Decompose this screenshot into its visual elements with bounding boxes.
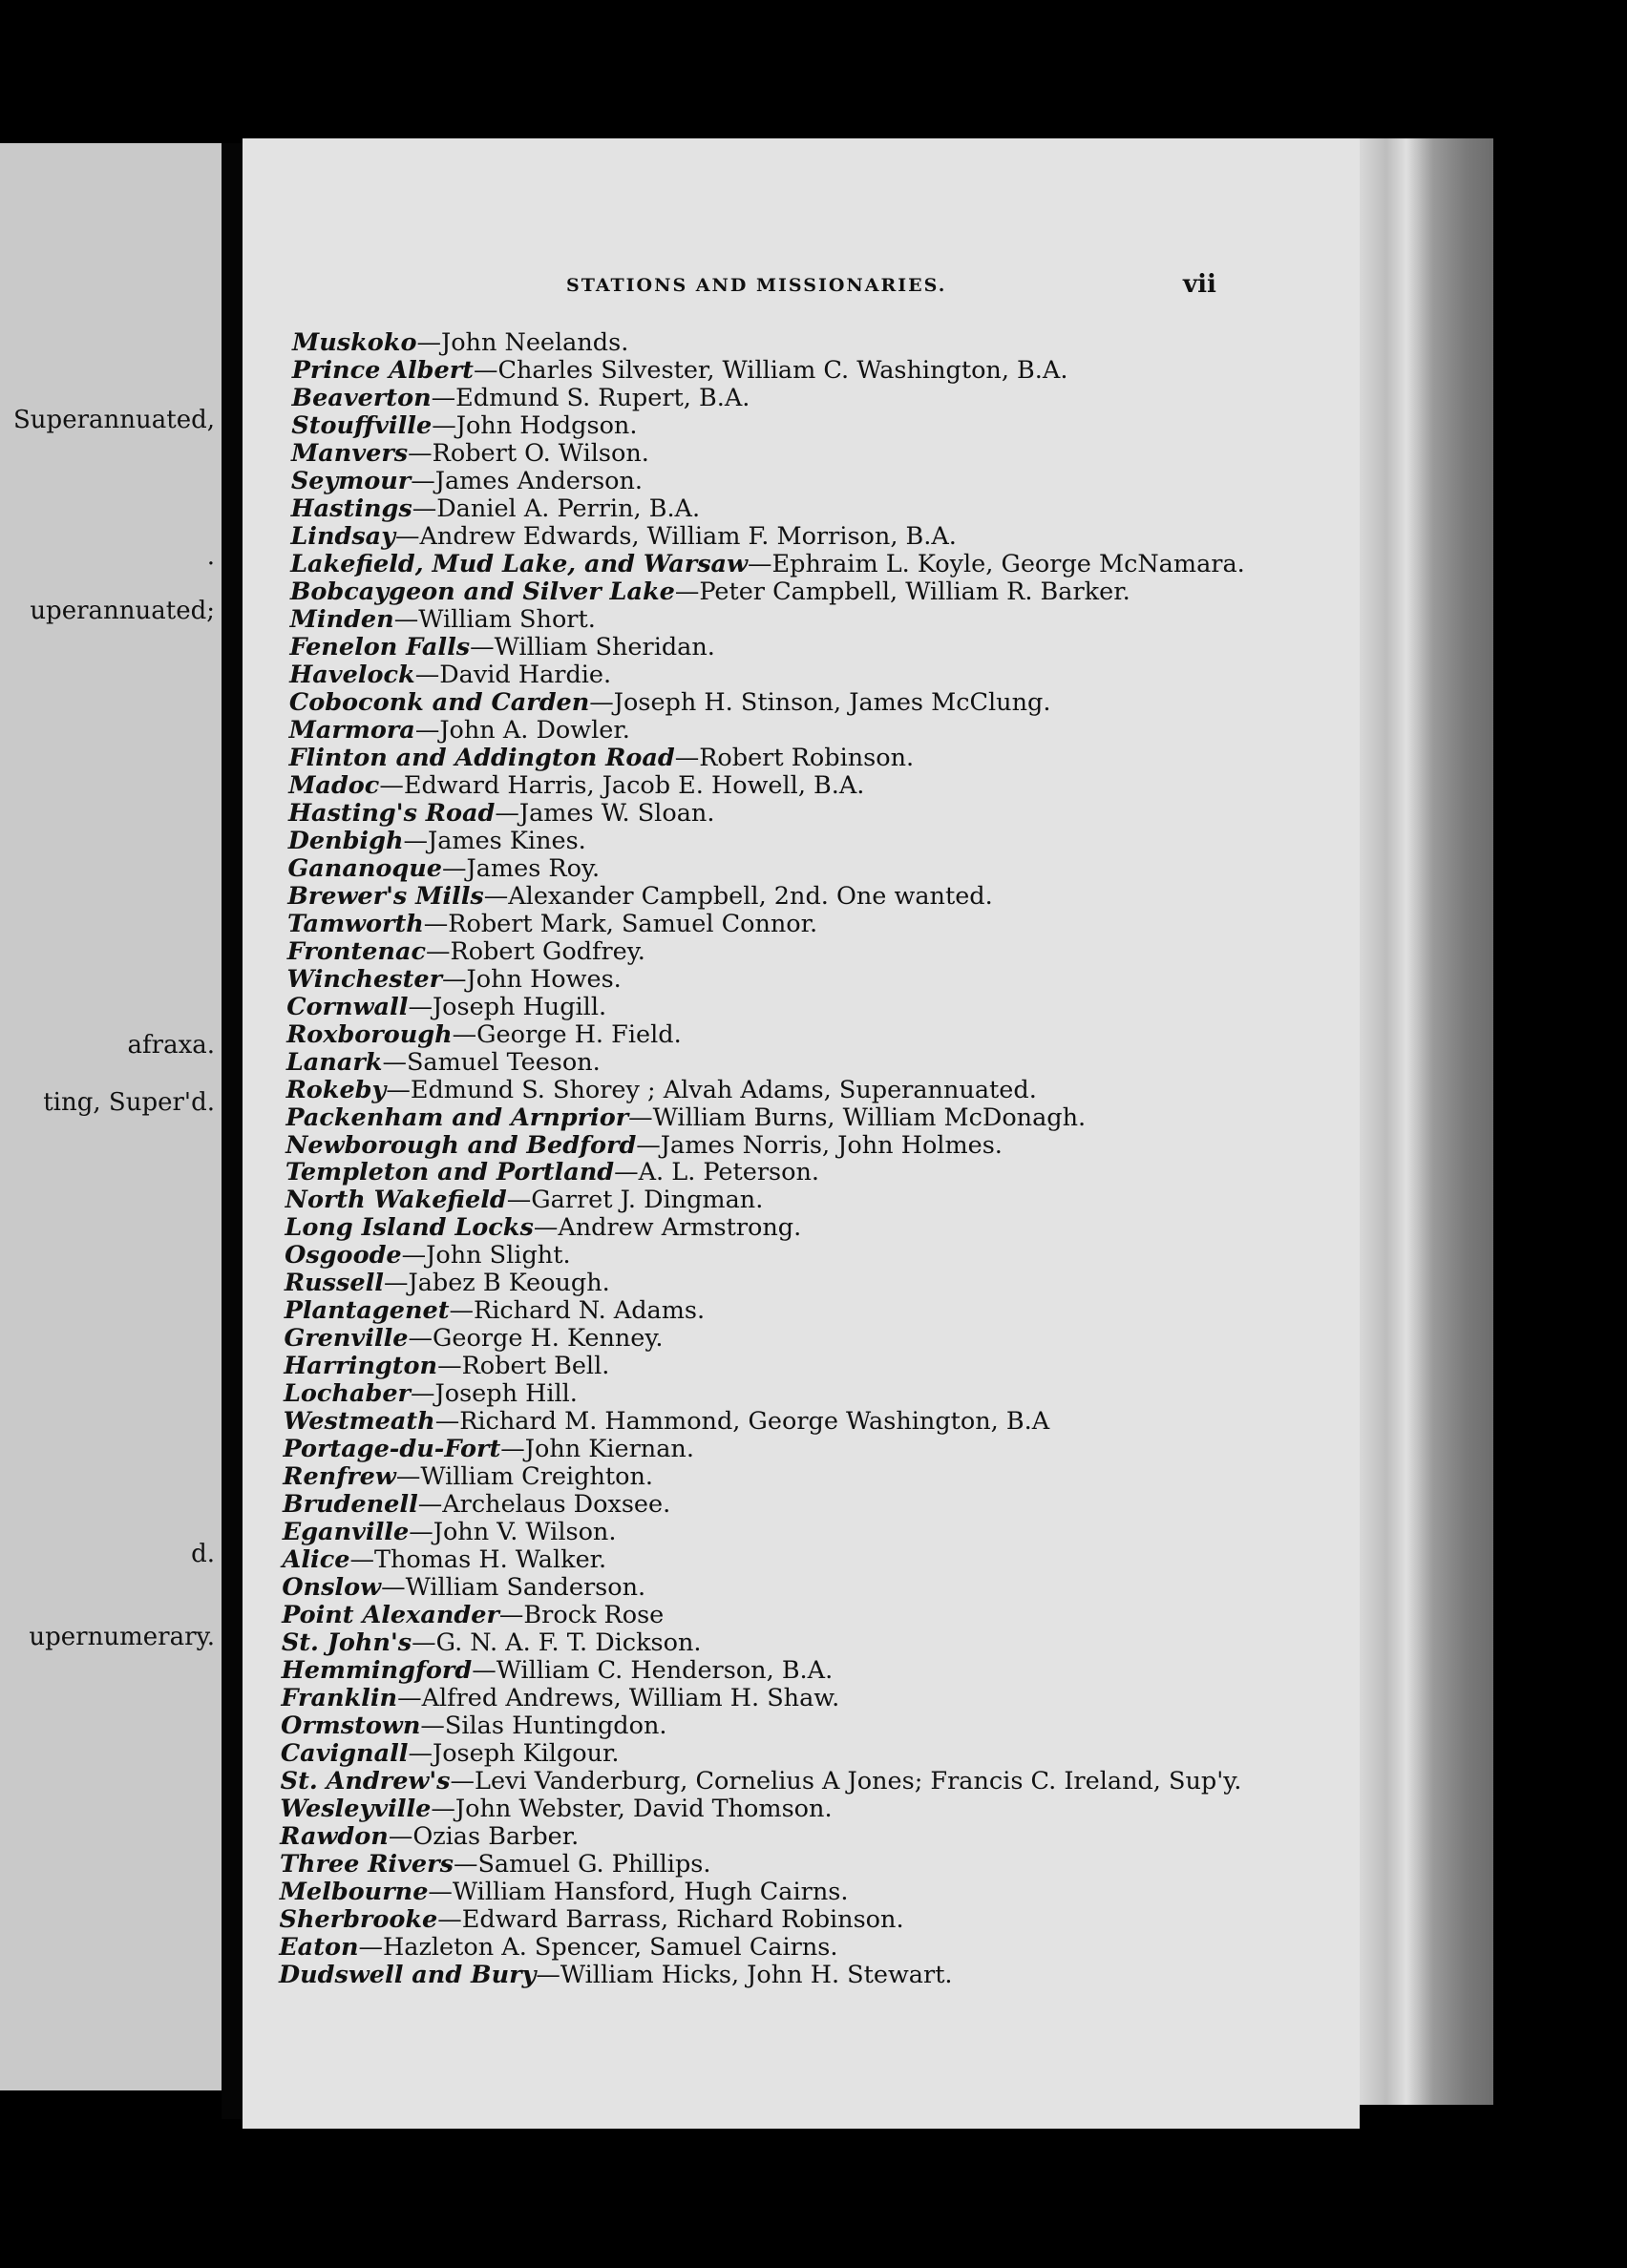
missionary-names: James W. Sloan. <box>518 798 715 828</box>
station-entry <box>280 1879 849 1906</box>
missionary-names: Samuel Teeson. <box>406 1047 601 1077</box>
em-dash: — <box>748 549 772 578</box>
station-name: Seymour <box>290 466 412 495</box>
station-name: Brudenell <box>283 1490 418 1520</box>
em-dash: — <box>411 1379 435 1409</box>
station-entry <box>281 1768 1242 1796</box>
em-dash: — <box>408 992 433 1021</box>
station-name: St. Andrew's <box>280 1767 451 1796</box>
station-name: Onslow <box>282 1573 382 1603</box>
station-name: Franklin <box>281 1684 398 1713</box>
em-dash: — <box>395 1462 421 1492</box>
missionary-names: John V. Wilson. <box>433 1518 617 1547</box>
em-dash: — <box>628 1102 653 1132</box>
station-name: Plantagenet <box>284 1296 450 1326</box>
left-page-fragment: ting, Super'd. <box>43 1088 215 1117</box>
station-entry <box>279 1962 953 1989</box>
em-dash: — <box>614 1158 639 1187</box>
station-name: Russell <box>284 1269 384 1298</box>
station-entry <box>285 1159 819 1186</box>
station-entry <box>288 828 586 855</box>
missionary-names: Daniel A. Perrin, B.A. <box>436 494 701 523</box>
station-entry <box>286 1077 1037 1104</box>
em-dash: — <box>426 936 451 966</box>
em-dash: — <box>432 410 456 440</box>
station-name: Eganville <box>282 1518 410 1547</box>
em-dash: — <box>442 964 467 994</box>
missionary-names: James Roy. <box>466 853 601 883</box>
missionary-names: William Creighton. <box>420 1462 654 1492</box>
station-name: Sherbrooke <box>279 1905 438 1935</box>
station-name: Flinton and Addington Road <box>288 743 675 772</box>
missionary-names: Silas Huntingdon. <box>444 1712 667 1741</box>
station-name: Marmora <box>288 715 415 745</box>
station-name: Rawdon <box>280 1822 389 1852</box>
station-name: Minden <box>289 604 394 634</box>
missionary-names: William C. Henderson, B.A. <box>496 1656 834 1686</box>
em-dash: — <box>674 743 700 772</box>
missionary-names: James Anderson. <box>434 466 644 495</box>
station-name: Three Rivers <box>279 1850 454 1880</box>
em-dash: — <box>401 1241 427 1270</box>
em-dash: — <box>414 715 440 745</box>
em-dash: — <box>452 1019 477 1049</box>
left-page-fragment: upernumerary. <box>29 1623 215 1651</box>
missionary-names: Joseph Hill. <box>434 1379 578 1409</box>
station-name: Westmeath <box>283 1407 435 1437</box>
station-entry <box>283 1491 670 1519</box>
station-entry <box>282 1602 664 1629</box>
missionary-names: William Short. <box>418 604 596 634</box>
missionary-names: Ephraim L. Koyle, George McNamara. <box>771 549 1245 578</box>
station-name: Lochaber <box>283 1379 411 1409</box>
em-dash: — <box>453 1850 478 1880</box>
station-entry <box>285 1214 801 1242</box>
missionary-names: Jabez B Keough. <box>408 1269 610 1298</box>
station-entry <box>288 800 714 828</box>
station-name: Hasting's Road <box>287 798 496 828</box>
em-dash: — <box>450 1767 475 1796</box>
left-page-fragment: d. <box>191 1540 215 1568</box>
em-dash: — <box>506 1186 532 1215</box>
station-entry <box>285 1132 1003 1160</box>
station-name: Wesleyville <box>280 1795 432 1824</box>
missionary-names: Brock Rose <box>523 1601 665 1630</box>
missionary-names: Robert Robinson. <box>699 743 915 772</box>
missionary-names: John Neelands. <box>440 328 629 357</box>
station-entry <box>284 1436 694 1463</box>
missionary-names: Robert Mark, Samuel Connor. <box>448 909 818 938</box>
missionary-names: Thomas H. Walker. <box>373 1545 607 1575</box>
missionary-names: George H. Field. <box>476 1019 682 1049</box>
em-dash: — <box>397 1684 422 1713</box>
missionary-names: John Webster, David Thomson. <box>454 1795 833 1824</box>
em-dash: — <box>437 1352 462 1381</box>
em-dash: — <box>495 798 519 828</box>
station-name: Roxborough <box>286 1019 453 1049</box>
em-dash: — <box>408 1739 433 1769</box>
station-name: Templeton and Portland <box>285 1158 615 1187</box>
em-dash: — <box>414 660 440 689</box>
missionary-names: David Hardie. <box>439 660 612 689</box>
station-name: Harrington <box>284 1352 438 1381</box>
em-dash: — <box>381 1573 406 1603</box>
em-dash: — <box>536 1961 560 1989</box>
em-dash: — <box>416 328 441 357</box>
station-entry <box>290 523 957 551</box>
station-entry <box>280 1796 832 1823</box>
station-name: Ormstown <box>281 1712 421 1741</box>
station-name: Coboconk and Carden <box>288 687 590 717</box>
station-entry <box>287 938 645 966</box>
missionary-names: Charles Silvester, William C. Washington, B.A. <box>497 355 1068 385</box>
em-dash: — <box>408 438 433 468</box>
em-dash: — <box>533 1213 559 1243</box>
station-name: Cornwall <box>286 992 409 1021</box>
missionary-names: Garret J. Dingman. <box>531 1186 764 1215</box>
station-name: Prince Albert <box>291 355 474 385</box>
book-spine <box>222 143 243 2119</box>
missionary-names: Peter Campbell, William R. Barker. <box>699 577 1130 606</box>
station-name: Brewer's Mills <box>287 881 484 911</box>
em-dash: — <box>411 466 435 495</box>
missionary-names: William Hansford, Hugh Cairns. <box>452 1878 849 1907</box>
missionary-names: William Burns, William McDonagh. <box>652 1102 1087 1132</box>
station-entry <box>289 717 630 745</box>
station-entry <box>292 385 750 412</box>
em-dash: — <box>403 826 428 855</box>
em-dash: — <box>383 1269 409 1298</box>
station-name: Muskoko <box>292 328 417 357</box>
missionary-names: John Kiernan. <box>524 1435 694 1464</box>
missionary-names: John Hodgson. <box>455 410 638 440</box>
em-dash: — <box>408 1324 433 1354</box>
station-entry <box>291 495 701 523</box>
station-entry <box>292 329 628 357</box>
station-entry <box>291 412 637 440</box>
em-dash: — <box>434 1407 460 1437</box>
station-entry <box>287 855 600 883</box>
missionary-names: Edward Harris, Jacob E. Howell, B.A. <box>403 770 865 800</box>
station-entry <box>289 662 611 689</box>
station-entry <box>290 606 596 634</box>
left-page-fragment: Superannuated, <box>13 406 215 434</box>
station-entry <box>279 1906 903 1934</box>
station-name: Lakefield, Mud Lake, and Warsaw <box>290 549 749 578</box>
station-name: Long Island Locks <box>285 1213 534 1243</box>
station-name: Melbourne <box>279 1878 429 1907</box>
em-dash: — <box>382 1047 407 1077</box>
page-edges <box>1360 138 1493 2105</box>
station-entry <box>290 551 1245 578</box>
missionary-names: William Sanderson. <box>405 1573 646 1603</box>
station-entry <box>280 1823 579 1851</box>
missionary-names: Richard M. Hammond, George Washington, B.A <box>459 1407 1050 1437</box>
em-dash: — <box>449 1296 475 1326</box>
station-name: Fenelon Falls <box>289 632 471 662</box>
missionary-names: Andrew Edwards, William F. Morrison, B.A. <box>419 521 957 551</box>
missionary-names: Robert Godfrey. <box>450 936 645 966</box>
station-name: Denbigh <box>287 826 404 855</box>
station-entry <box>279 1934 837 1962</box>
station-name: Packenham and Arnprior <box>285 1102 629 1132</box>
em-dash: — <box>428 1878 453 1907</box>
station-entry <box>281 1712 666 1740</box>
missionary-names: William Hicks, John H. Stewart. <box>560 1961 953 1989</box>
missionary-names: Alfred Andrews, William H. Shaw. <box>421 1684 840 1713</box>
station-entry <box>284 1408 1049 1436</box>
missionary-names: Edmund S. Shorey ; Alvah Adams, Superannuated. <box>410 1075 1037 1104</box>
missionary-names: G. N. A. F. T. Dickson. <box>435 1628 702 1658</box>
missionary-names: A. L. Peterson. <box>638 1158 820 1187</box>
missionary-names: Joseph Hugill. <box>432 992 607 1021</box>
station-name: Grenville <box>284 1324 409 1354</box>
station-entry <box>280 1851 711 1879</box>
em-dash: — <box>395 521 420 551</box>
station-name: Stouffville <box>291 410 433 440</box>
station-name: Tamworth <box>287 909 424 938</box>
station-entry <box>288 772 864 800</box>
missionary-names: Archelaus Doxsee. <box>442 1490 671 1520</box>
em-dash: — <box>431 383 456 412</box>
missionary-names: Edward Barrass, Richard Robinson. <box>461 1905 904 1935</box>
missionary-names: Alexander Campbell, 2nd. One wanted. <box>508 881 993 911</box>
station-name: Winchester <box>286 964 443 994</box>
station-name: Bobcaygeon and Silver Lake <box>289 577 675 606</box>
em-dash: — <box>409 1518 433 1547</box>
station-name: Havelock <box>289 660 415 689</box>
missionary-names: John A. Dowler. <box>439 715 630 745</box>
missionary-names: James Norris, John Holmes. <box>660 1130 1003 1160</box>
em-dash: — <box>500 1435 525 1464</box>
missionary-names: Samuel G. Phillips. <box>477 1850 711 1880</box>
em-dash: — <box>470 632 495 662</box>
missionary-names: William Sheridan. <box>494 632 715 662</box>
station-name: Point Alexander <box>282 1601 499 1630</box>
em-dash: — <box>674 577 700 606</box>
station-name: Lanark <box>285 1047 383 1077</box>
station-name: Hastings <box>290 494 412 523</box>
missionary-names: Richard N. Adams. <box>474 1296 706 1326</box>
station-entry <box>289 689 1051 717</box>
station-entry <box>283 1546 607 1574</box>
em-dash: — <box>423 909 449 938</box>
station-entry <box>287 966 622 994</box>
left-page-fragment: uperannuated; <box>30 597 215 625</box>
station-entry <box>286 1049 601 1077</box>
missionary-names: Edmund S. Rupert, B.A. <box>455 383 750 412</box>
em-dash: — <box>412 494 437 523</box>
em-dash: — <box>388 1822 413 1852</box>
station-entry <box>282 1574 645 1602</box>
station-name: Hemmingford <box>281 1656 473 1686</box>
em-dash: — <box>442 853 467 883</box>
station-name: St. John's <box>281 1628 412 1658</box>
missionary-names: George H. Kenney. <box>433 1324 664 1354</box>
left-page <box>0 143 222 2090</box>
em-dash: — <box>431 1795 455 1824</box>
running-head: STATIONS AND MISSIONARIES. <box>566 275 947 296</box>
station-entry <box>290 578 1130 606</box>
station-entry <box>285 1270 610 1297</box>
station-entry <box>282 1657 834 1685</box>
em-dash: — <box>483 881 509 911</box>
em-dash: — <box>358 1933 384 1963</box>
station-name: Portage-du-Fort <box>283 1435 501 1464</box>
em-dash: — <box>393 604 419 634</box>
missionary-names: John Slight. <box>426 1241 571 1270</box>
station-entry <box>289 634 715 662</box>
em-dash: — <box>349 1545 374 1575</box>
em-dash: — <box>420 1712 445 1741</box>
station-name: Rokeby <box>285 1075 387 1104</box>
missionary-names: Andrew Armstrong. <box>558 1213 802 1243</box>
left-page-fragment: afraxa. <box>127 1031 215 1060</box>
station-name: Osgoode <box>285 1241 402 1270</box>
station-name: North Wakefield <box>285 1186 507 1215</box>
station-entry <box>287 883 992 911</box>
missionary-names: Levi Vanderburg, Cornelius A Jones; Francis C. Ireland, Sup'y. <box>475 1767 1242 1796</box>
station-entry <box>284 1380 578 1408</box>
station-entry <box>287 911 817 938</box>
em-dash: — <box>472 1656 497 1686</box>
em-dash: — <box>386 1075 411 1104</box>
station-entry <box>281 1740 620 1768</box>
missionary-names: Robert O. Wilson. <box>432 438 649 468</box>
missionary-names: Hazleton A. Spencer, Samuel Cairns. <box>383 1933 838 1963</box>
station-name: Madoc <box>288 770 380 800</box>
station-entry <box>281 1685 839 1712</box>
em-dash: — <box>412 1628 436 1658</box>
station-name: Manvers <box>291 438 409 468</box>
missionary-names: James Kines. <box>427 826 586 855</box>
station-name: Gananoque <box>287 853 442 883</box>
em-dash: — <box>417 1490 443 1520</box>
em-dash: — <box>437 1905 462 1935</box>
station-entry <box>291 468 643 495</box>
em-dash: — <box>473 355 498 385</box>
station-name: Alice <box>282 1545 350 1575</box>
station-entry <box>286 1021 682 1049</box>
station-entry <box>285 1104 1086 1132</box>
station-entry <box>284 1325 663 1353</box>
page-number: vii <box>1183 270 1216 299</box>
station-name: Eaton <box>279 1933 359 1963</box>
station-name: Lindsay <box>290 521 396 551</box>
missionary-names: Joseph Kilgour. <box>432 1739 620 1769</box>
station-entry <box>285 1186 764 1214</box>
missionary-names: Robert Bell. <box>461 1352 610 1381</box>
station-entry <box>292 357 1068 385</box>
station-name: Cavignall <box>280 1739 409 1769</box>
left-page-fragment: . <box>206 542 215 571</box>
station-entry <box>285 1297 705 1325</box>
station-name: Beaverton <box>291 383 432 412</box>
em-dash: — <box>379 770 404 800</box>
station-entry <box>288 745 914 772</box>
station-name: Frontenac <box>286 936 426 966</box>
em-dash: — <box>636 1130 661 1160</box>
station-entry <box>291 440 649 468</box>
station-name: Newborough and Bedford <box>285 1130 637 1160</box>
em-dash: — <box>589 687 614 717</box>
station-entry <box>284 1353 609 1380</box>
missionary-names: Ozias Barber. <box>412 1822 580 1852</box>
station-entry <box>286 994 606 1021</box>
em-dash: — <box>498 1601 524 1630</box>
station-entry <box>283 1519 617 1546</box>
station-entry <box>285 1242 570 1270</box>
station-name: Dudswell and Bury <box>279 1961 537 1989</box>
missionary-names: Joseph H. Stinson, James McClung. <box>613 687 1051 717</box>
station-entry <box>283 1463 653 1491</box>
missionary-names: John Howes. <box>466 964 622 994</box>
station-entry <box>282 1629 702 1657</box>
station-name: Renfrew <box>283 1462 396 1492</box>
